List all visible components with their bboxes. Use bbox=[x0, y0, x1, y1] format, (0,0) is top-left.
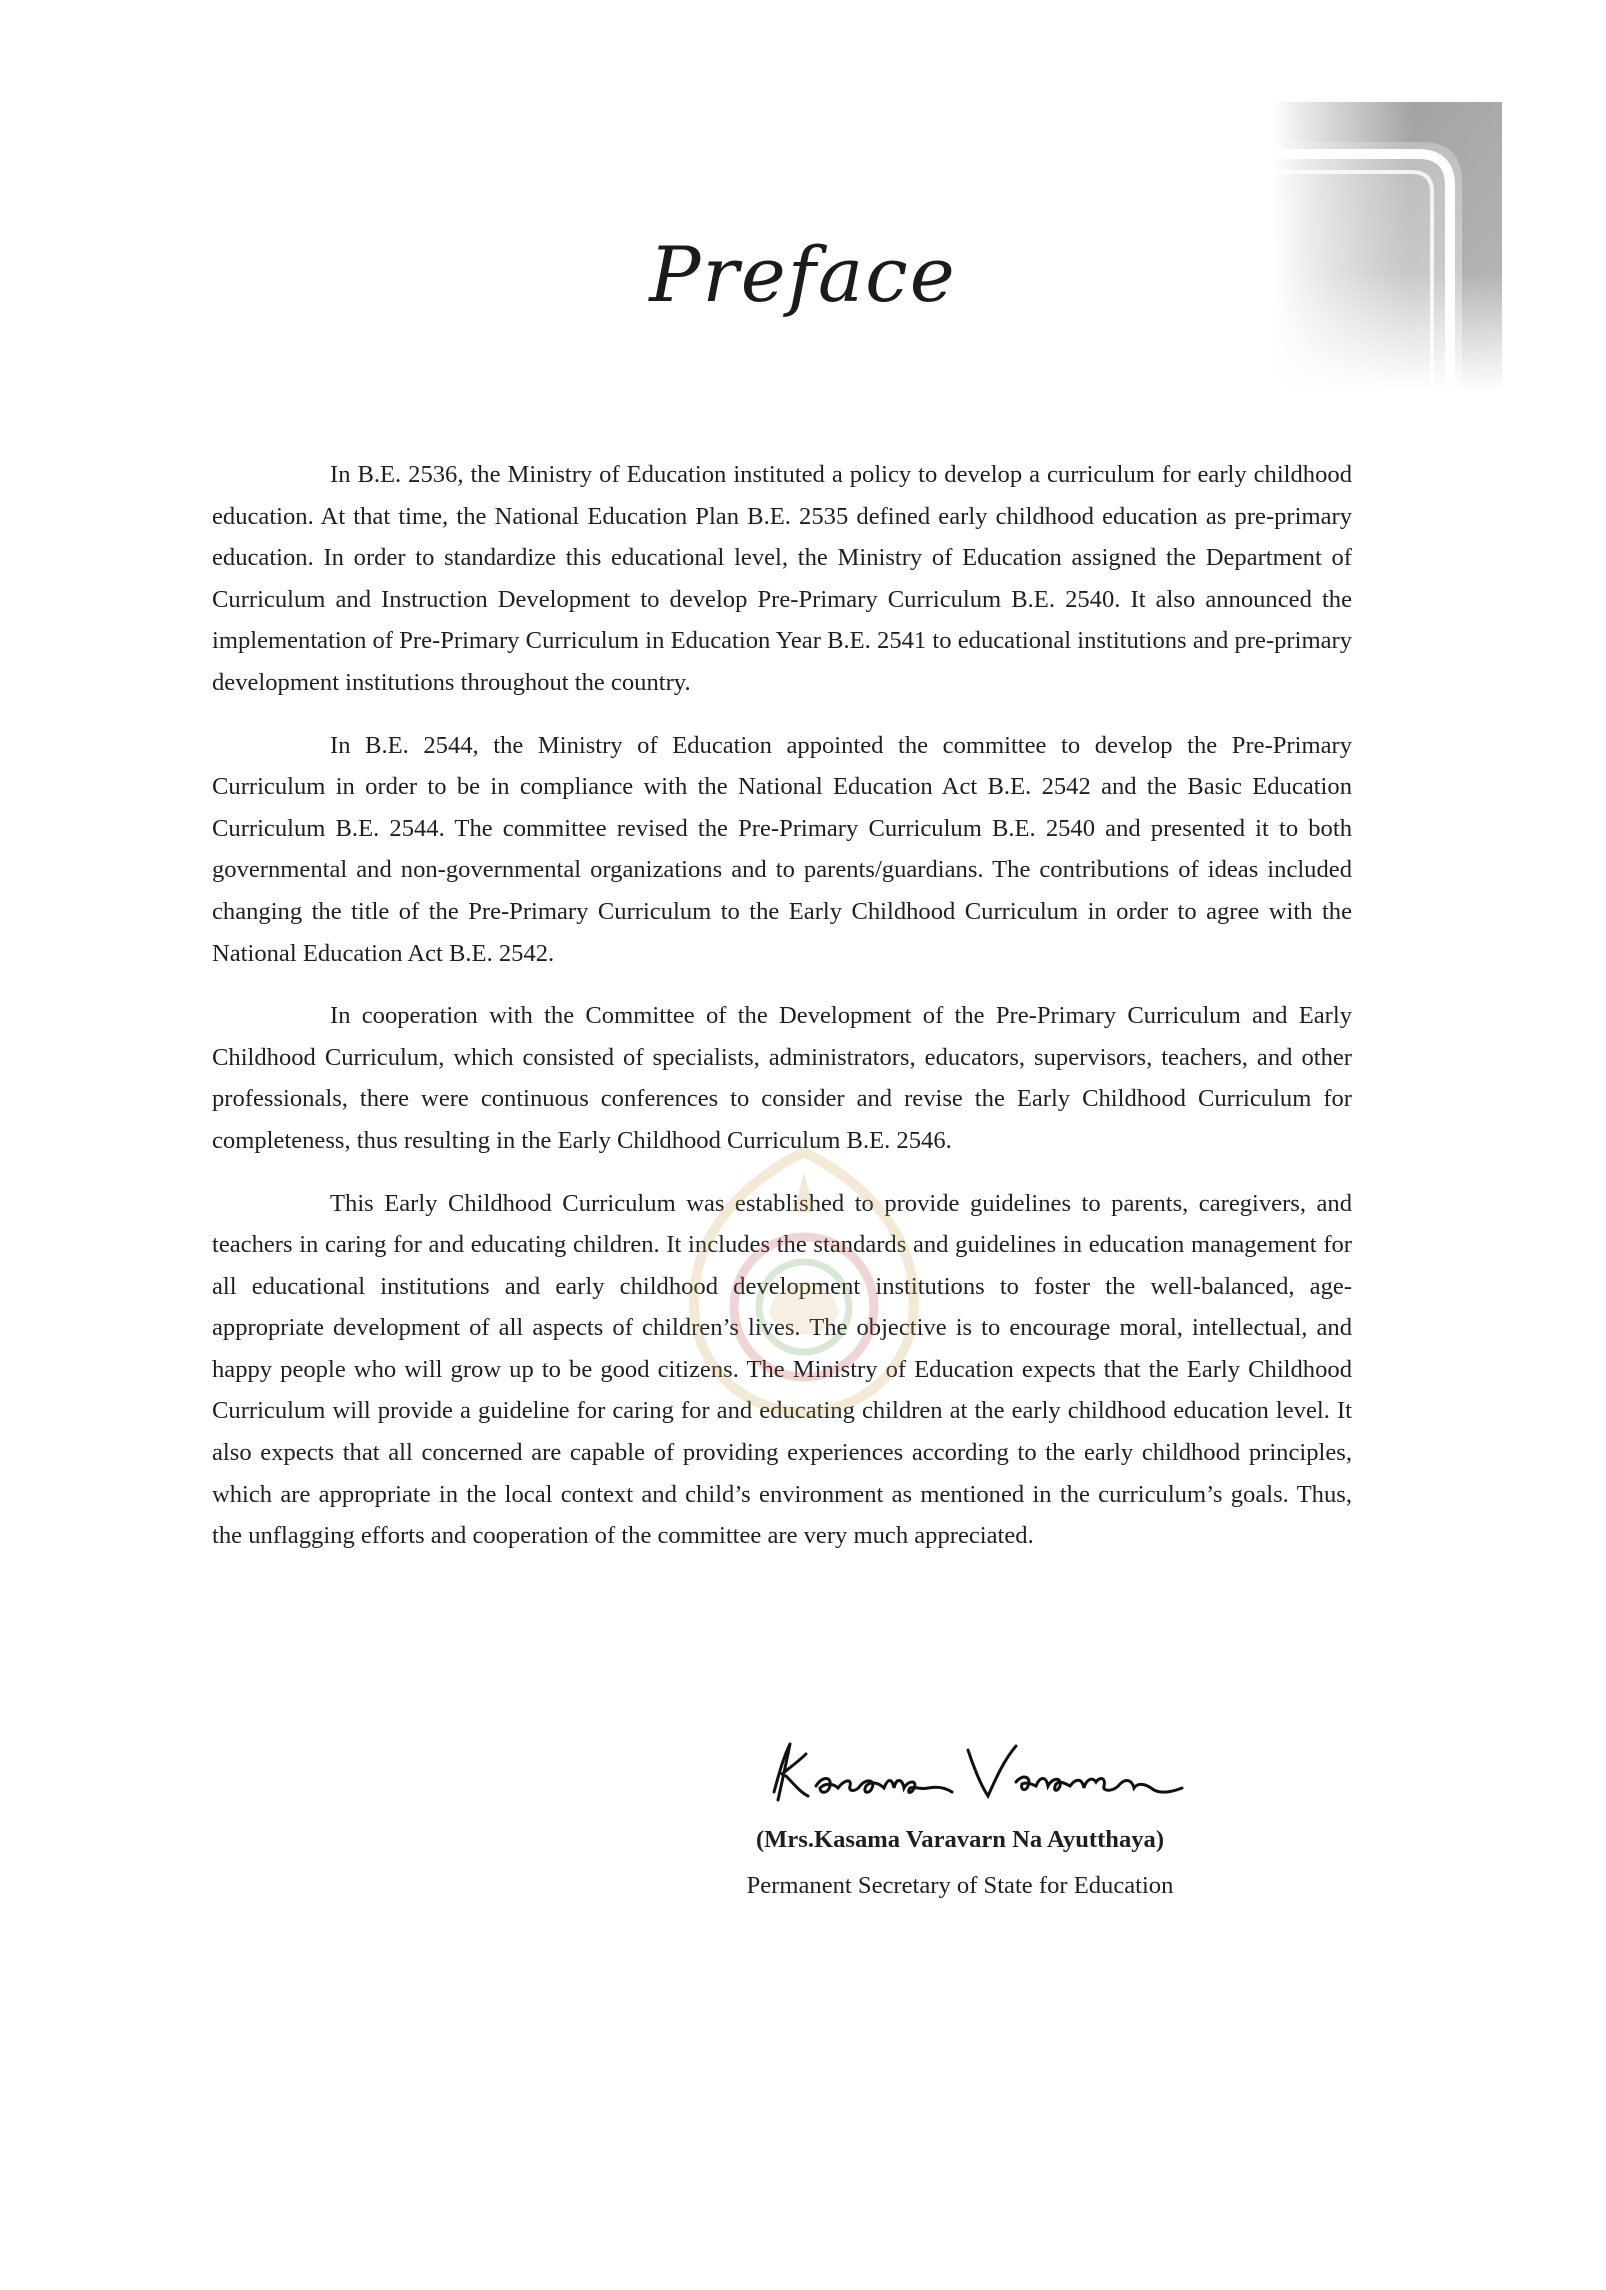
paragraph-2: In B.E. 2544, the Ministry of Education appointed the committee to develop the Pre-Primary Curriculum in order to be in compliance with the National Education Act B.E. 2542 and the Basic Education Curriculum B.E. 2544. The committee revised the Pre-Primary Curriculum B.E. 2540 and presented it to both governmental and non-governmental organizations and to parents/guardians. The contributions of ideas included changing the title of the Pre-Primary Curriculum to the Early Childhood Curriculum in order to agree with the National Education Act B.E. 2542. bbox=[212, 731, 1352, 967]
signature-graphic bbox=[760, 1730, 1220, 1820]
signer-title: Permanent Secretary of State for Education bbox=[746, 1872, 1174, 1899]
signature bbox=[760, 1730, 1220, 1820]
paragraph-3: In cooperation with the Committee of the Development of the Pre-Primary Curriculum and Early Childhood Curriculum, which consisted of specialists, administrators, educators, supervisors, teachers, and other professionals, there were continuous conferences to consider and revise the Early Childhood Curriculum for completeness, thus resulting in the Early Childhood Curriculum B.E. 2546. bbox=[212, 1002, 1352, 1154]
paragraph-1: In B.E. 2536, the Ministry of Education instituted a policy to develop a curriculum for early childhood education. At that time, the National Education Plan B.E. 2535 defined early childhood education as pre-primary education. In order to standardize this educational level, the Ministry of Education assigned the Department of Curriculum and Instruction Development to develop Pre-Primary Curriculum B.E. 2540. It also announced the implementation of Pre-Primary Curriculum in Education Year B.E. 2541 to educational institutions and pre-primary development institutions throughout the country. bbox=[212, 461, 1352, 696]
page-title: Preface bbox=[649, 230, 957, 319]
paragraph-4: This Early Childhood Curriculum was established to provide guidelines to parents, caregivers, and teachers in caring for and educating children. It includes the standards and guidelines in education management for all educational institutions and early childhood development institutions to foster the well-balanced, age-appropriate development of all aspects of children’s lives. The objective is to encourage moral, intellectual, and happy people who will grow up to be good citizens. The Ministry of Education expects that the Early Childhood Curriculum will provide a guideline for caring for and educating children at the early childhood education level. It also expects that all concerned are capable of providing experiences according to the early childhood principles, which are appropriate in the local context and child’s environment as mentioned in the curriculum’s goals. Thus, the unflagging efforts and cooperation of the committee are very much appreciated. bbox=[212, 1189, 1352, 1550]
preface-body bbox=[212, 454, 1352, 1578]
signer-name: (Mrs.Kasama Varavarn Na Ayutthaya) bbox=[755, 1826, 1165, 1853]
